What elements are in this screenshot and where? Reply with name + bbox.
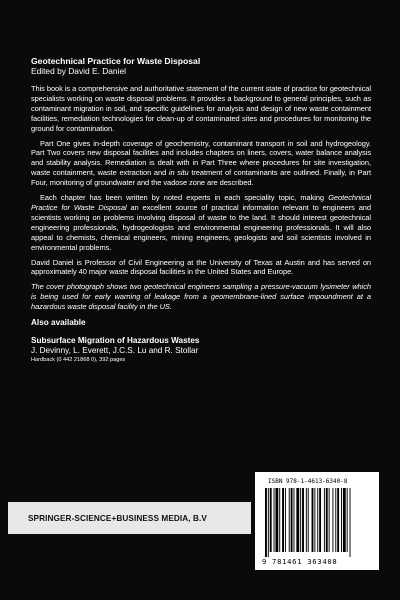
paragraph-2-text-start: Part One gives in-depth coverage of geochemistry, contaminant transport in soil and hydrogeology. Part Two covers new disposal facilities and includes chapters on liners, covers, water balance analysis and stability analysis. Remediation is dealt with in Part Three where procedures for site investigation, waste containment, waste extraction and <box>31 138 371 178</box>
paragraph-3-text-start: Each chapter has been written by noted experts in each speciality topic, making <box>40 193 329 203</box>
editor-line: Edited by David E. Daniel <box>31 66 126 76</box>
publisher-box <box>8 502 251 534</box>
book-title: Geotechnical Practice for Waste Disposal <box>31 56 201 66</box>
barcode-box <box>255 472 379 570</box>
also-available-title: Subsurface Migration of Hazardous Wastes <box>31 336 200 346</box>
barcode-image <box>264 488 375 557</box>
paragraph-3-text-end: an excellent source of practical information relevant to engineers and scientists working on problems involving disposal of waste to the land. It should interest geotechnical engineering professionals, hydrogeologists and environmental engineering professionals. It will also appeal to chemists, chemical engineers, mining engineers, geologists and soil scientists involved in environmental problems. <box>31 202 371 252</box>
back-cover-text-area <box>31 56 371 364</box>
description-paragraph-1: This book is a comprehensive and authoritative statement of the current state of practice for geotechnical specialists working on waste disposal problems. It provides a background to general principles, such as contaminant migration in soil, and specific guidelines for analysis and design of new waste containment facilities, remediation technologies for clean-up of contaminated sites and procedures for monitoring the ground for contamination. <box>31 84 371 133</box>
also-available-authors: J. Devinny, L. Everett, J.C.S. Lu and R. Stollar <box>31 346 199 356</box>
isbn-label: ISBN 978-1-4613-6340-8 <box>268 478 348 485</box>
also-available-heading: Also available <box>31 318 86 328</box>
cover-photo-note: The cover photograph shows two geotechnical engineers sampling a pressure-vacuum lysimeter which is being used for early warning of leakage from a geomembrane-lined surface impoundment at a hazardous waste disposal facility in the US. <box>31 282 371 312</box>
publisher-name: SPRINGER-SCIENCE+BUSINESS MEDIA, B.V <box>28 513 207 523</box>
book-title-italic: Geotechnical Practice for Waste Disposal <box>31 193 371 212</box>
description-paragraph-2 <box>31 139 371 189</box>
editor-bio: David Daniel is Professor of Civil Engineering at the University of Texas at Austin and has served on approximately 40 major waste disposal facilities in the United States and Europe. <box>31 257 371 277</box>
barcode-digits: 9 781461 363408 <box>262 557 338 566</box>
paragraph-2-text-end: treatment of contaminants are outlined. Finally, in Part Four, monitoring of groundwater and the vadose zone are described. <box>31 168 371 188</box>
in-situ-italic: in situ <box>168 168 189 178</box>
description-paragraph-3 <box>31 193 371 252</box>
also-available-details: Hardback (0 442 21868 0), 392 pages <box>31 357 126 364</box>
